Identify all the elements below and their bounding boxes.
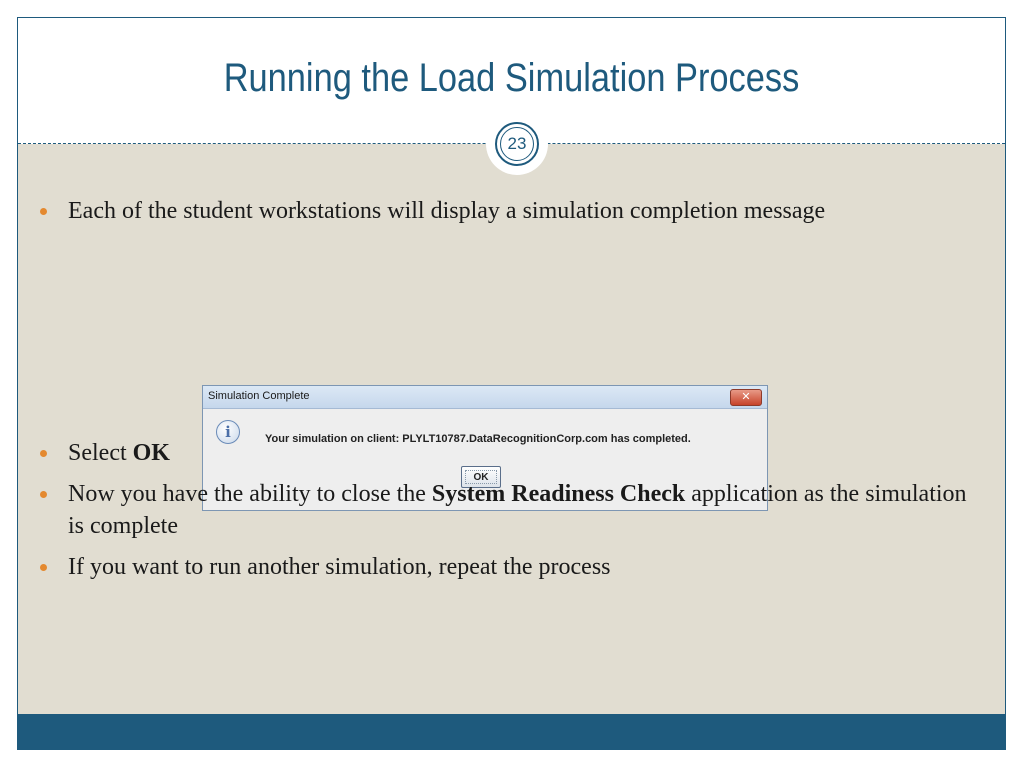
bullet-text: Now you have the ability to close the xyxy=(68,481,432,507)
bullet-dot-icon xyxy=(40,208,47,215)
bullet-text-suffix: application as the simulation is complete xyxy=(68,481,967,539)
bullet-item xyxy=(49,195,969,227)
slide xyxy=(17,17,1006,750)
dialog-message: Your simulation on client: PLYLT10787.DataRecognitionCorp.com has completed. xyxy=(265,433,691,445)
bullet-text: If you want to run another simulation, repeat the process xyxy=(68,554,611,580)
bullet-item xyxy=(49,551,969,583)
dialog-titlebar[interactable] xyxy=(203,386,767,409)
slide-title: Running the Load Simulation Process xyxy=(223,56,800,100)
bullet-text: Select xyxy=(68,440,133,466)
page-number: 23 xyxy=(500,127,534,161)
bullet-item xyxy=(49,437,969,469)
page-number-badge xyxy=(495,122,539,166)
slide-footer-bar xyxy=(18,714,1005,749)
bullet-item xyxy=(49,478,969,542)
slide-content xyxy=(18,144,1005,716)
bullet-dot-icon xyxy=(40,491,47,498)
bullet-bold-text: System Readiness Check xyxy=(431,481,686,507)
bullet-dot-icon xyxy=(40,450,47,457)
bullet-dot-icon xyxy=(40,564,47,571)
close-icon[interactable]: ✕ xyxy=(730,389,762,406)
bullet-bold-text: OK xyxy=(132,440,170,466)
ok-button-label: OK xyxy=(473,471,489,483)
info-icon: i xyxy=(216,420,240,444)
dialog-title: Simulation Complete xyxy=(208,390,310,402)
bullet-text: Each of the student workstations will display a simulation completion message xyxy=(68,198,826,224)
